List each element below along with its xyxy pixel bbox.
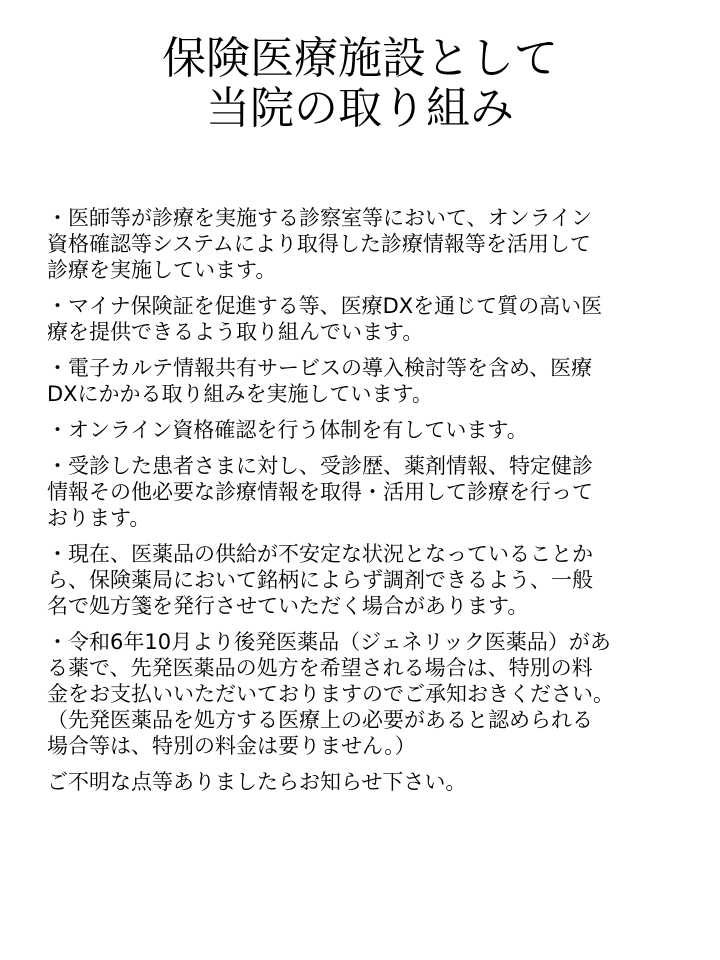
notice-line: （先発医薬品を処方する医療上の必要があると認められる [47, 708, 593, 732]
notice-line: 療を提供できるよう取り組んでいます。 [47, 320, 424, 344]
title-line-1: 保険医療施設として [162, 33, 558, 84]
notice-item-1 [47, 205, 677, 283]
notice-line: ・マイナ保険証を促進する等、医療DXを通じて質の高い医 [47, 294, 603, 318]
notice-item-2 [47, 293, 677, 345]
notice-body [47, 205, 677, 805]
notice-line: ・現在、医薬品の供給が不安定な状況となっていることか [47, 542, 593, 566]
notice-line: ・令和6年10月より後発医薬品（ジェネリック医薬品）があ [47, 630, 611, 654]
notice-item-7 [47, 629, 677, 759]
notice-line: DXにかかる取り組みを実施しています。 [47, 382, 433, 406]
title-line-2: 当院の取り組み [206, 83, 514, 134]
notice-item-4 [47, 417, 677, 443]
notice-line: ら、保険薬局において銘柄によらず調剤できるよう、一般 [47, 568, 593, 592]
page-title [60, 34, 660, 134]
notice-item-5 [47, 453, 677, 531]
notice-line: 場合等は、特別の料金は要りません。） [47, 734, 416, 758]
notice-line: ・医師等が診療を実施する診察室等において、オンライン [47, 206, 592, 230]
notice-line: 資格確認等システムにより取得した診療情報等を活用して [47, 232, 591, 256]
notice-line: る薬で、先発医薬品の処方を希望される場合は、特別の料 [47, 656, 593, 680]
notice-line: 診療を実施しています。 [47, 258, 277, 282]
notice-line: 金をお支払いいただいておりますのでご承知おきください。 [47, 682, 614, 706]
notice-line: 情報その他必要な診療情報を取得・活用して診療を行って [47, 480, 593, 504]
notice-item-6 [47, 541, 677, 619]
notice-line: ご不明な点等ありましたらお知らせ下さい。 [47, 770, 467, 794]
notice-item-8 [47, 769, 677, 795]
notice-line: ・受診した患者さまに対し、受診歴、薬剤情報、特定健診 [47, 454, 593, 478]
notice-line: 名で処方箋を発行させていただく場合があります。 [47, 594, 529, 618]
notice-line: ・オンライン資格確認を行う体制を有しています。 [47, 418, 528, 442]
notice-line: ・電子カルテ情報共有サービスの導入検討等を含め、医療 [47, 356, 593, 380]
notice-line: おります。 [47, 506, 151, 530]
notice-item-3 [47, 355, 677, 407]
